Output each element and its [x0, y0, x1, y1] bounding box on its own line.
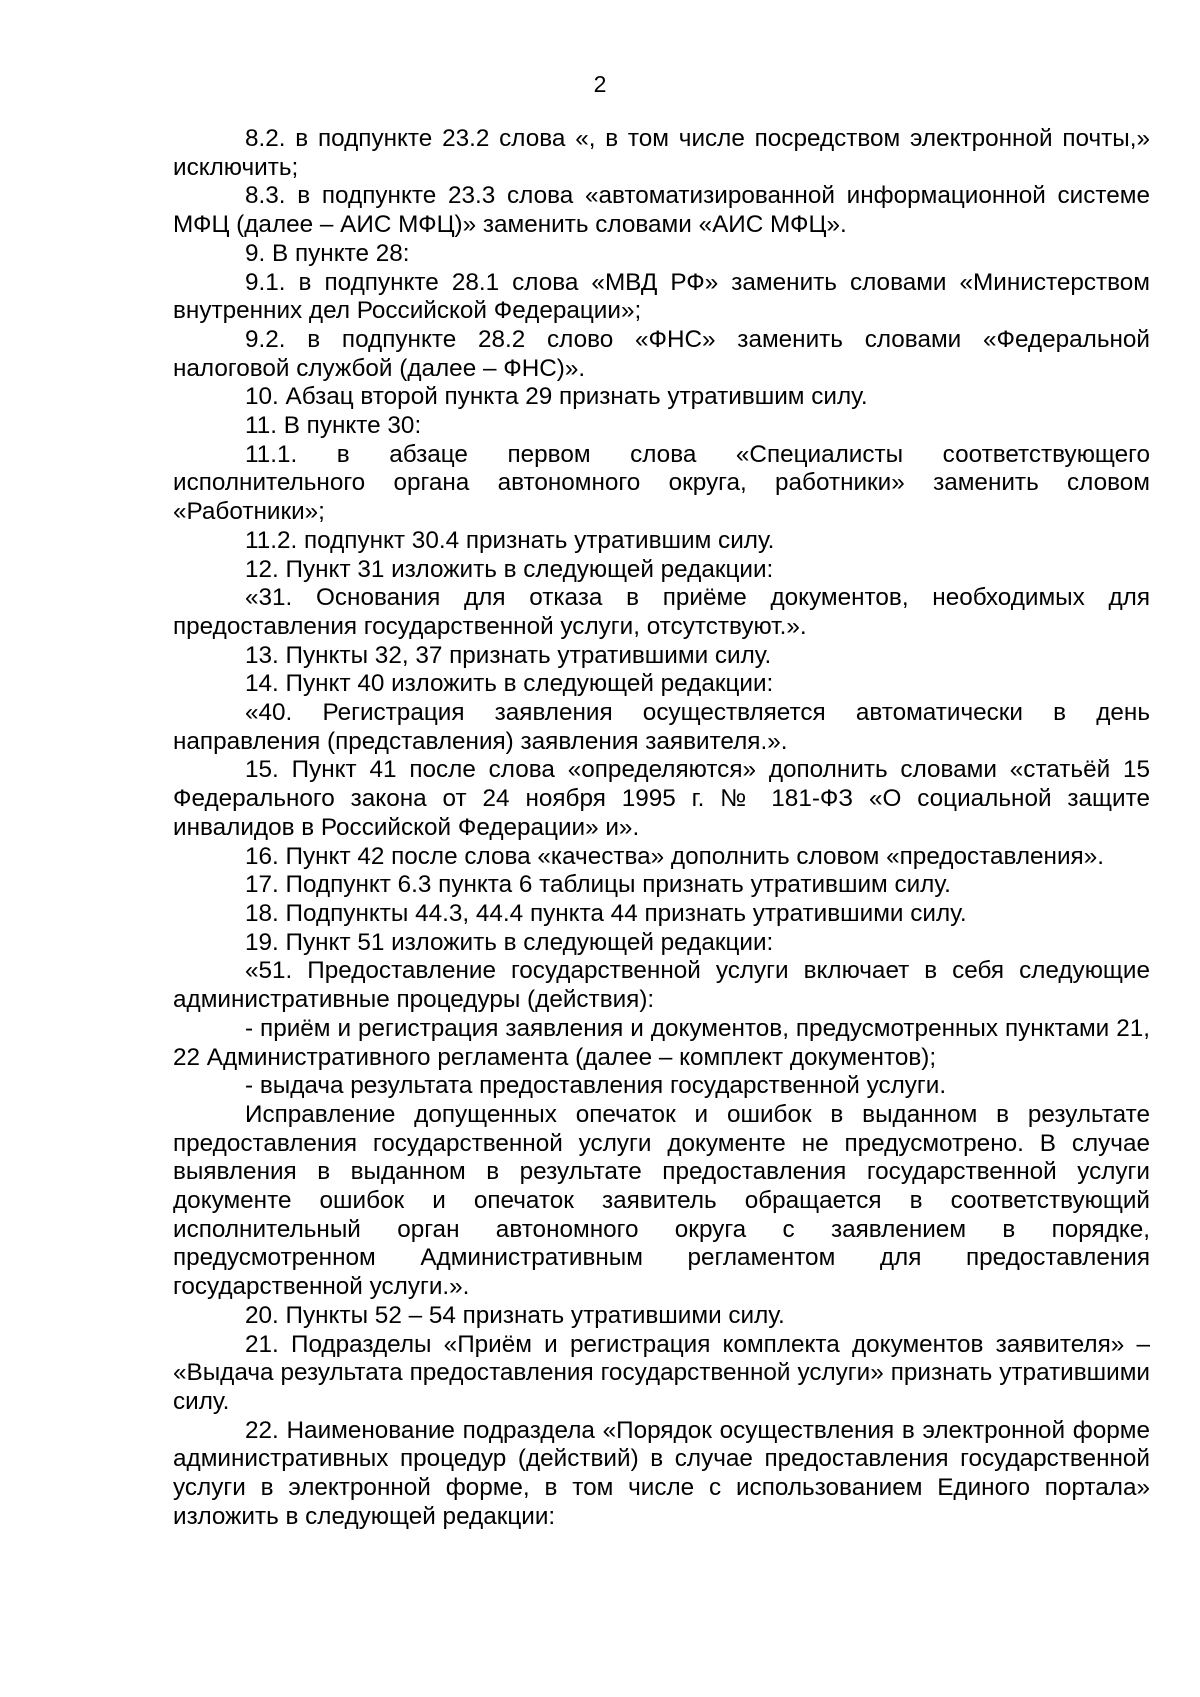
- paragraph-17: 17. Подпункт 6.3 пункта 6 таблицы признать утратившим силу.: [245, 871, 951, 899]
- paragraph-8-3: 8.3. в подпункте 23.3 слова «автоматизированной информационной системе МФЦ (далее – АИС МФЦ)» заменить словами «АИС МФЦ».: [173, 182, 1150, 239]
- paragraph-18: 18. Подпункты 44.3, 44.4 пункта 44 признать утратившими силу.: [245, 899, 967, 927]
- paragraph-15: 15. Пункт 41 после слова «определяются» дополнить словами «статьёй 15 Федерального закона от 24 ноября 1995 г. № 181-ФЗ «О социальной защите инвалидов в Российской Федерации» и».: [173, 756, 1150, 841]
- paragraph-11: 11. В пункте 30:: [245, 412, 422, 440]
- paragraph-13: 13. Пункты 32, 37 признать утратившими силу.: [245, 641, 772, 669]
- paragraph-14: 14. Пункт 40 изложить в следующей редакции:: [245, 670, 774, 698]
- paragraph-12: 12. Пункт 31 изложить в следующей редакции:: [245, 555, 774, 583]
- paragraph-9: 9. В пункте 28:: [245, 239, 410, 267]
- paragraph-corrections: Исправление допущенных опечаток и ошибок в выданном в результате предоставления государственной услуги документе не предусмотрено. В случае выявления в выданном в результате предоставления государственной услуги документе ошибок и опечаток заявитель обращается в соответствующий исполнительный орган автономного округа с заявлением в порядке, предусмотренном Административным регламентом для предоставления государственной услуги.».: [173, 1100, 1150, 1301]
- paragraph-19: 19. Пункт 51 изложить в следующей редакции:: [245, 928, 774, 956]
- paragraph-16: 16. Пункт 42 после слова «качества» дополнить словом «предоставления».: [245, 842, 1104, 870]
- paragraph-20: 20. Пункты 52 – 54 признать утратившими силу.: [245, 1301, 785, 1329]
- paragraph-31-quote: «31. Основания для отказа в приёме документов, необходимых для предоставления государственной услуги, отсутствуют.».: [173, 584, 1150, 640]
- list-item-issuance: - выдача результата предоставления государственной услуги.: [245, 1072, 947, 1100]
- paragraph-9-2: 9.2. в подпункте 28.2 слово «ФНС» заменить словами «Федеральной налоговой службой (далее – ФНС)».: [173, 325, 1150, 382]
- paragraph-51-quote: «51. Предоставление государственной услуги включает в себя следующие административные процедуры (действия):: [173, 957, 1150, 1014]
- document-body: [173, 125, 1150, 1531]
- paragraph-11-2: 11.2. подпункт 30.4 признать утратившим силу.: [245, 526, 775, 554]
- paragraph-21: 21. Подразделы «Приём и регистрация комплекта документов заявителя» – «Выдача результата предоставления государственной услуги» признать утратившими силу.: [173, 1330, 1150, 1415]
- paragraph-40-quote: «40. Регистрация заявления осуществляется автоматически в день направления (представления) заявления заявителя.».: [173, 699, 1150, 755]
- list-item-reception: - приём и регистрация заявления и документов, предусмотренных пунктами 21, 22 Административного регламента (далее – комплект документов);: [173, 1014, 1150, 1071]
- paragraph-11-1: 11.1. в абзаце первом слова «Специалисты соответствующего исполнительного органа автономного округа, работники» заменить словом «Работники»;: [173, 440, 1150, 526]
- paragraph-9-1: 9.1. в подпункте 28.1 слова «МВД РФ» заменить словами «Министерством внутренних дел Российской Федерации»;: [173, 268, 1150, 325]
- paragraph-22: 22. Наименование подраздела «Порядок осуществления в электронной форме административных процедур (действий) в случае предоставления государственной услуги в электронной форме, в том числе с использованием Единого портала» изложить в следующей редакции:: [173, 1416, 1150, 1530]
- paragraph-8-2: 8.2. в подпункте 23.2 слова «, в том числе посредством электронной почты,» исключить;: [173, 125, 1150, 181]
- paragraph-10: 10. Абзац второй пункта 29 признать утратившим силу.: [245, 383, 868, 411]
- page-number: 2: [593, 71, 607, 97]
